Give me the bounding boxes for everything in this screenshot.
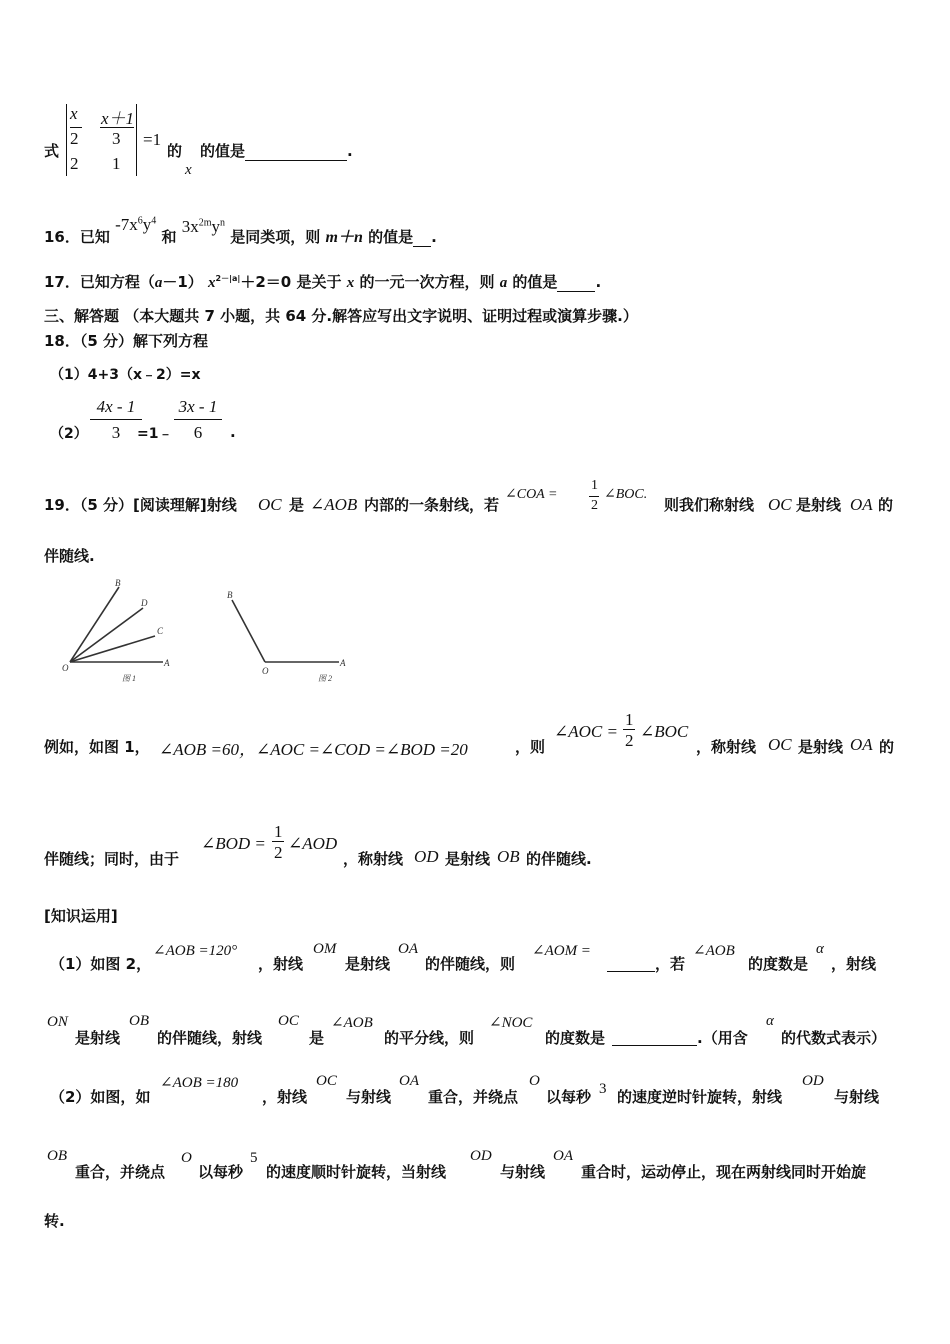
fig1-label-b: B	[115, 578, 121, 588]
k1-noc-blank[interactable]	[612, 1027, 697, 1046]
det-a: x	[70, 104, 78, 123]
fig1-label-c: C	[157, 626, 164, 636]
det-d: 3	[112, 129, 121, 148]
fig1-caption: 图 1	[122, 674, 136, 683]
fig2-label-a: A	[340, 658, 346, 668]
det-f: 1	[112, 154, 121, 173]
figure-2	[232, 600, 339, 662]
fig1-label-o: O	[62, 663, 69, 673]
q16-and: 和	[161, 228, 177, 246]
q15-equals: =1	[143, 130, 162, 149]
fig2-label-o: O	[262, 666, 269, 676]
fig1-ray-od	[70, 608, 143, 662]
figure-1	[70, 587, 163, 662]
det-left-bar	[66, 104, 67, 176]
q17-answer-blank[interactable]	[557, 273, 595, 292]
q15-var: x	[185, 162, 192, 178]
fig2-label-b: B	[227, 590, 233, 600]
det-e: 2	[70, 154, 79, 173]
q16-number: 16．已知	[44, 228, 110, 246]
q16-answer-blank[interactable]	[413, 228, 431, 247]
q15-prefix: 式	[44, 142, 60, 160]
section-heading: 三、解答题 （本大题共 7 小题，共 64 分.解答应写出文字说明、证明过程或演算步骤.）	[44, 307, 638, 325]
figures	[55, 575, 355, 690]
fig1-ray-oc	[70, 636, 155, 662]
det-right-bar	[136, 104, 137, 176]
q15-mid: 的	[167, 142, 183, 160]
fig2-caption: 图 2	[318, 674, 332, 683]
q15-answer-blank[interactable]	[245, 142, 347, 161]
fig2-ray-ob	[232, 600, 265, 662]
q17: 17．已知方程（a－1） $x^{2-|a|}+2=0$ 是关于 x 的一元一次方程，则 a 的值是 .	[44, 273, 602, 291]
knowledge-heading: [知识运用]	[44, 907, 118, 925]
q15-suffix: 的值是	[200, 142, 246, 160]
det-b: x＋1	[101, 109, 135, 128]
fig1-ray-ob	[70, 587, 119, 662]
det-c: 2	[70, 129, 79, 148]
fig1-label-a: A	[164, 658, 170, 668]
q18-part1: （1）4+3（x﹣2）=x	[50, 367, 201, 383]
q16: 16．已知 $-7x^6y^4$ 和 $3x^{2m}y^n$ 是同类项，则 m＋n 的值是 .	[44, 215, 437, 246]
q18-title: 18．（5 分）解下列方程	[44, 332, 209, 350]
k1-aom-blank[interactable]	[607, 953, 655, 972]
fig1-label-d: D	[141, 598, 148, 608]
